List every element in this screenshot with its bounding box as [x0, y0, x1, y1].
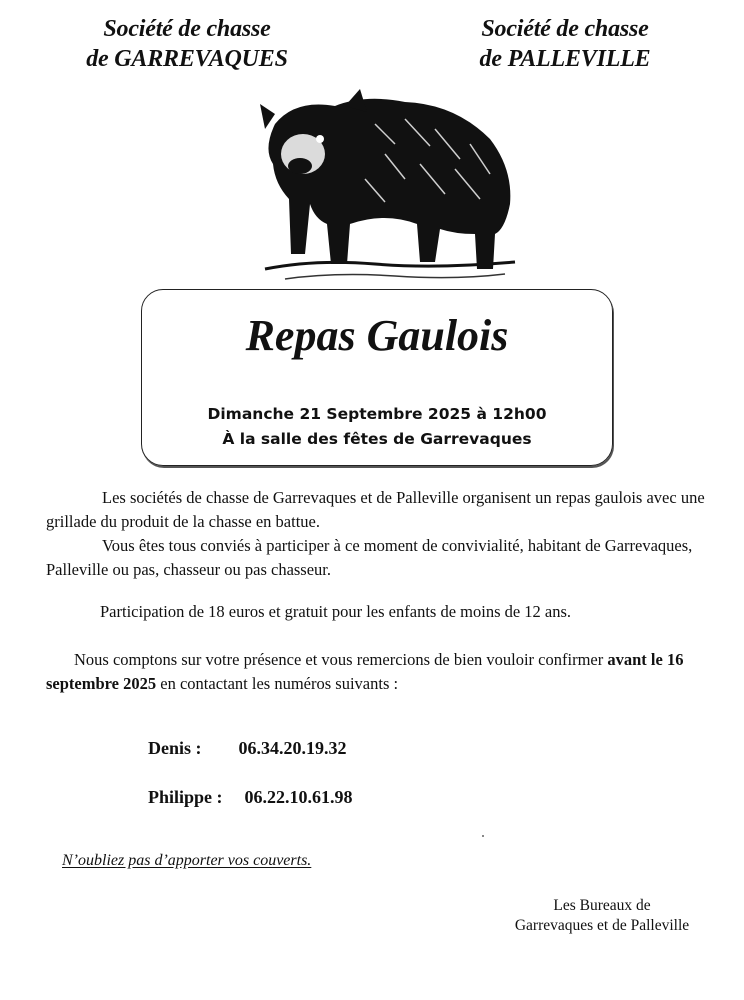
header-palleville — [430, 14, 700, 74]
header-right-line1: Société de chasse — [481, 16, 649, 42]
paragraph-intro: Les sociétés de chasse de Garrevaques et de Palleville organisent un repas gaulois avec une grillade du produit de la chasse en battue. — [46, 488, 705, 531]
event-date: Dimanche 21 Septembre 2025 à 12h00 — [207, 405, 547, 423]
signature-line1: Les Bureaux de — [553, 897, 651, 914]
contact-philippe — [148, 785, 353, 809]
paragraph-invitation: Vous êtes tous conviés à participer à ce moment de convivialité, habitant de Garrevaques, Palleville ou pas, chasseur ou pas chasseur. — [46, 536, 693, 579]
scan-speck — [482, 835, 484, 837]
rsvp-text-start: Nous comptons sur votre présence et vous remercions de bien vouloir confirmer — [74, 650, 608, 669]
rsvp-deadline: avant le 16 septembre 2025 — [46, 650, 684, 693]
paragraph-rsvp — [46, 648, 716, 696]
contact-phone: 06.34.20.19.32 — [238, 738, 347, 758]
signature — [490, 896, 714, 936]
rsvp-text-end: en contactant les numéros suivants : — [156, 674, 399, 693]
header-garrevaques — [52, 14, 322, 74]
signature-line2: Garrevaques et de Palleville — [514, 917, 690, 934]
contact-denis — [148, 736, 347, 760]
paragraph-price: Participation de 18 euros et gratuit pour les enfants de moins de 12 ans. — [100, 602, 572, 621]
event-place: À la salle des fêtes de Garrevaques — [222, 430, 532, 448]
header-left-line2: de GARREVAQUES — [86, 46, 288, 72]
event-info-box — [141, 289, 613, 466]
header-right-line2: de PALLEVILLE — [479, 46, 651, 72]
wild-boar-icon — [255, 84, 527, 290]
reminder-note: N’oubliez pas d’apporter vos couverts. — [62, 852, 312, 869]
contact-name: Philippe : — [148, 787, 223, 807]
header-left-line1: Société de chasse — [103, 16, 271, 42]
event-title: Repas Gaulois — [245, 311, 509, 360]
contact-name: Denis : — [148, 738, 202, 758]
contact-phone: 06.22.10.61.98 — [244, 787, 353, 807]
